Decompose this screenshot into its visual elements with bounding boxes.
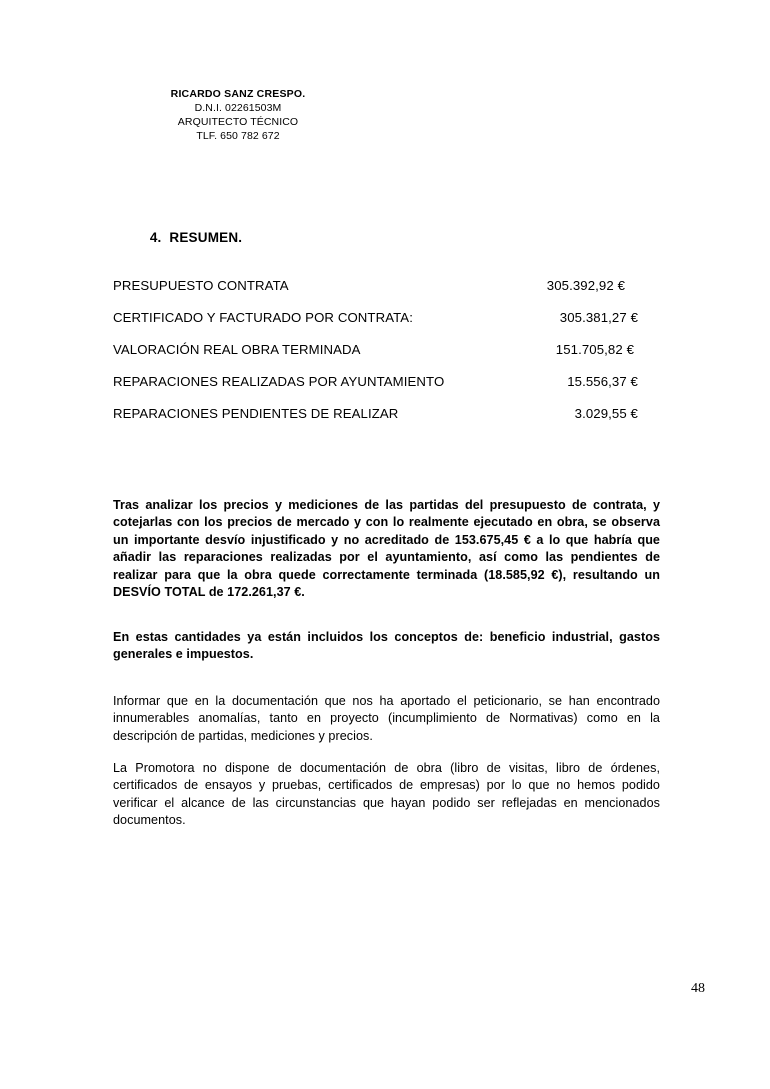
letterhead [113, 88, 363, 143]
table-row [113, 374, 638, 406]
conclusion-block [113, 497, 660, 601]
included-concepts-paragraph: En estas cantidades ya están incluidos los conceptos de: beneficio industrial, gastos generales e impuestos. [113, 630, 660, 662]
summary-label: REPARACIONES REALIZADAS POR AYUNTAMIENTO [113, 374, 445, 389]
summary-value: 305.392,92 € [546, 278, 625, 293]
table-row [113, 278, 638, 310]
included-concepts-block [113, 629, 660, 664]
section-number: 4. [149, 230, 162, 245]
summary-value: 151.705,82 € [555, 342, 634, 357]
summary-table [113, 278, 638, 438]
summary-label: PRESUPUESTO CONTRATA [113, 278, 289, 293]
page-number: 48 [691, 981, 705, 996]
conclusion-paragraph: Tras analizar los precios y mediciones de las partidas del presupuesto de contrata, y cotejarlas con los precios de mercado y con lo realmente ejecutado en obra, se observa un importante desvío injustificado y no acreditado de 153.675,45 € a lo que habría que añadir las reparaciones realizadas por el ayuntamiento, así como las pendientes de realizar para que la obra quede correctamente terminada (18.585,92 €), resultando un DESVÍO TOTAL de 172.261,37 €. [113, 498, 660, 600]
table-row [113, 342, 638, 374]
anomalies-paragraph: Informar que en la documentación que nos ha aportado el peticionario, se han encontrado innumerables anomalías, tanto en proyecto (incumplimiento de Normativas) como en la descripción de partidas, mediciones y precios. [113, 694, 660, 743]
letterhead-phone: TLF. 650 782 672 [196, 129, 280, 142]
summary-label: VALORACIÓN REAL OBRA TERMINADA [113, 342, 361, 357]
anomalies-block [113, 693, 660, 745]
documentation-paragraph: La Promotora no dispone de documentación de obra (libro de visitas, libro de órdenes, certificados de ensayos y pruebas, certificados de empresas) por lo que no hemos podido verificar el alcance de las circunstancias que hayan podido ser reflejadas en mencionados documentos. [113, 761, 660, 828]
summary-label: REPARACIONES PENDIENTES DE REALIZAR [113, 406, 399, 421]
table-row [113, 310, 638, 342]
documentation-block [113, 760, 660, 830]
summary-value: 305.381,27 € [559, 310, 638, 325]
section-heading [134, 215, 242, 260]
summary-value: 15.556,37 € [567, 374, 638, 389]
letterhead-dni: D.N.I. 02261503M [194, 101, 282, 114]
table-row [113, 406, 638, 438]
letterhead-name: RICARDO SANZ CRESPO. [170, 88, 306, 100]
summary-value: 3.029,55 € [574, 406, 638, 421]
summary-label: CERTIFICADO Y FACTURADO POR CONTRATA: [113, 310, 413, 325]
section-title: RESUMEN. [169, 230, 243, 245]
letterhead-role: ARQUITECTO TÉCNICO [177, 115, 299, 128]
